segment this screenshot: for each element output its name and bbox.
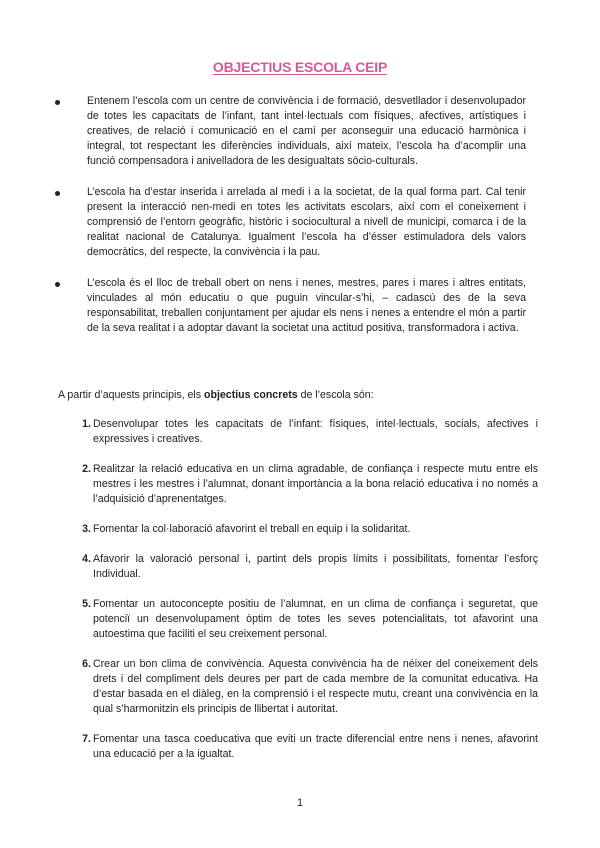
list-item xyxy=(66,185,526,260)
objective-text: Fomentar la col·laboració afavorint el treball en equip i la solidaritat. xyxy=(93,523,411,535)
objectives-intro xyxy=(58,388,538,403)
objective-text: Fomentar una tasca coeducativa que eviti un tracte diferencial entre nens i nenes, afavorint una educació per a la igualtat. xyxy=(93,733,538,760)
list-item xyxy=(58,732,538,762)
list-item xyxy=(66,94,526,169)
page-number: 1 xyxy=(296,797,304,809)
bullet-icon xyxy=(55,191,60,196)
principle-text: L’escola ha d’estar inserida i arrelada al medi i a la societat, de la qual forma part. Cal tenir present la interacció nen-medi en totes les activitats escolars, així com el coneixement i comprensió de l’entorn geogràfic, històric i sociocultural a nivell de municipi, comarca i de la realitat nacional de Catalunya. Igualment l’escola ha d’ésser estimuladora dels valors democràtics, del respecte, la convivència i la pau. xyxy=(87,186,526,258)
principle-text: L’escola és el lloc de treball obert on nens i nenes, mestres, pares i mares i altres entitats, vinculades al món educatiu o que puguin vincular-s’hi, – cadascú des de la seva responsabilitat, treballen conjuntament per ajudar els nens i nenes a entendre el món a partir de la seva realitat i a adoptar davant la societat una actitud positiva, transformadora i activa. xyxy=(87,277,526,334)
bullet-icon xyxy=(55,100,60,105)
objective-text: Afavorir la valoració personal i, partint dels propis límits i possibilitats, fomentar l’esforç Individual. xyxy=(93,553,538,580)
objective-number: 2. xyxy=(82,463,91,475)
page-title: OBJECTIUS ESCOLA CEIP xyxy=(212,59,388,75)
list-item xyxy=(58,522,538,537)
objective-number: 4. xyxy=(82,553,91,565)
objective-text: Crear un bon clima de convivència. Aquesta convivència ha de néixer del coneixement dels drets i del compliment dels deures per part de cada membre de la comunitat educativa. Ha d’estar basada en el diàleg, en la comprensió i el respecte mutu, creant una convivència en la qual s’harmonitzin els principis de llibertat i autoritat. xyxy=(93,658,538,715)
principle-text: Entenem l’escola com un centre de convivència i de formació, desvetllador i desenvolupador de totes les capacitats de l’infant, tant intel·lectuals com físiques, afectives, artístiques i creatives, de relació i comunicació en el camí per aconseguir una educació harmònica i integral, tot respectant les diferències individuals, així mateix, l’escola ha d’acomplir una funció compensadora i anivelladora de les desigualtats sòcio-culturals. xyxy=(87,95,526,167)
objective-text: Realitzar la relació educativa en un clima agradable, de confiança i respecte mutu entre els mestres i les mestres i l’alumnat, donant importància a la bona relació educativa i no només a l’adquisició d’aprenentatges. xyxy=(93,463,538,505)
list-item xyxy=(58,657,538,717)
intro-text-end: de l’escola són: xyxy=(297,389,374,401)
list-item xyxy=(58,597,538,642)
list-item xyxy=(58,417,538,447)
bullet-icon xyxy=(55,282,60,287)
objectives-list xyxy=(58,417,538,777)
list-item xyxy=(58,552,538,582)
intro-text: A partir d’aquests principis, els xyxy=(58,389,205,401)
objective-number: 7. xyxy=(82,733,91,745)
list-item xyxy=(58,462,538,507)
objective-number: 1. xyxy=(82,418,91,430)
objective-text: Fomentar un autoconcepte positiu de l’alumnat, en un clima de confiança i seguretat, que potenciï un desenvolupament òptim de totes les seves potencialitats, tot afavorint una autoestima que faciliti el seu creixement personal. xyxy=(93,598,538,640)
principles-list xyxy=(66,94,526,352)
objective-number: 5. xyxy=(82,598,91,610)
objective-number: 6. xyxy=(82,658,91,670)
objective-text: Desenvolupar totes les capacitats de l’infant: físiques, intel·lectuals, socials, afectives i expressives i creatives. xyxy=(93,418,538,445)
objective-number: 3. xyxy=(82,523,91,535)
intro-bold: objectius concrets xyxy=(204,389,298,401)
list-item xyxy=(66,276,526,336)
